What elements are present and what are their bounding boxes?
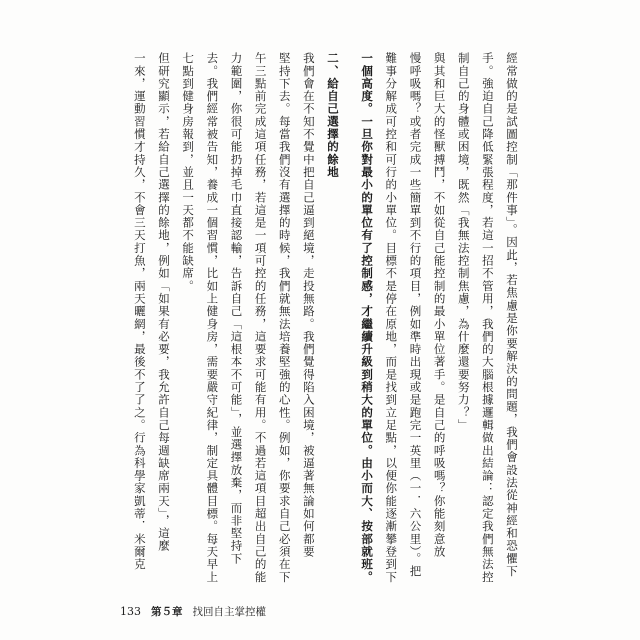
text-column: 去。我們經常被告知，養成一個習慣，比如上健身房，需要嚴守紀律，制定具體目標。每天早上 (205, 52, 220, 584)
section-heading: 二、給自己選擇的餘地 (326, 52, 341, 179)
text-column: 難事分解成可控和可行的小單位。目標不是停在原地，而是找到立足點，以便你能逐漸攀登到下 (384, 52, 399, 584)
text-column: 堅持下去。每當我們沒有選擇的時候，我們就無法培養堅強的心性。例如，你要求自己必須在下 (277, 52, 292, 584)
chapter-title: 找回自主掌控權 (192, 606, 266, 618)
text-column: 一個高度。一旦你對最小的單位有了控制感，才繼續升級到稍大的單位。由小而大、按部就班。 (360, 52, 375, 584)
text-column: 慢呼吸嗎？或者完成一些簡單到不行的項目，例如準時出現或是跑完一英里（一．六公里）。把 (408, 52, 423, 578)
page-footer (120, 604, 266, 619)
text-column: 但研究顯示，若給自己選擇的餘地，例如「如果有必要，我允許自己每週缺席兩天」，這麼 (157, 52, 172, 553)
text-column: 手。強迫自己降低緊張程度，若這一招不管用，我們的大腦根據邏輯做出結論：認定我們無法控 (480, 52, 495, 584)
text-column: 力範圍，你很可能扔掉毛巾直接認輸，告訴自己「這根本不可能」，並選擇放棄，而非堅持下 (229, 52, 244, 565)
paragraph-gap (340, 52, 350, 600)
text-column: 制自己的身體或困境，既然「我無法控制焦慮，為什麼還要努力？」 (456, 52, 471, 432)
text-column: 與其和巨大的怪獸搏鬥，不如從自己能控制的最小單位著手。是自己的呼吸嗎？你能刻意放 (432, 52, 447, 558)
page-number: 133 (120, 605, 141, 618)
text-column: 午三點前完成這項任務，若這是一項可控的任務，這要求可能有用。不過若這項目超出自己的能 (253, 52, 268, 584)
text-column: 我們會在不知不覺中把自己逼到絕境，走投無路。我們覺得陷入困境，被逼著無論如何都要 (301, 52, 316, 558)
text-column: 經常做的是試圖控制「那件事」。因此，若焦慮是你要解決的問題，我們會設法從神經和恐懼下 (505, 52, 519, 578)
chapter-label: 第５章 (151, 606, 183, 618)
text-column: 一來，運動習慣才持久，不會三天打魚，兩天曬網，最後不了了之。行為科學家凱蒂．米爾克 (132, 52, 147, 571)
body-text (120, 52, 519, 600)
text-column: 七點到健身房報到，並且一天都不能缺席。 (181, 52, 196, 293)
